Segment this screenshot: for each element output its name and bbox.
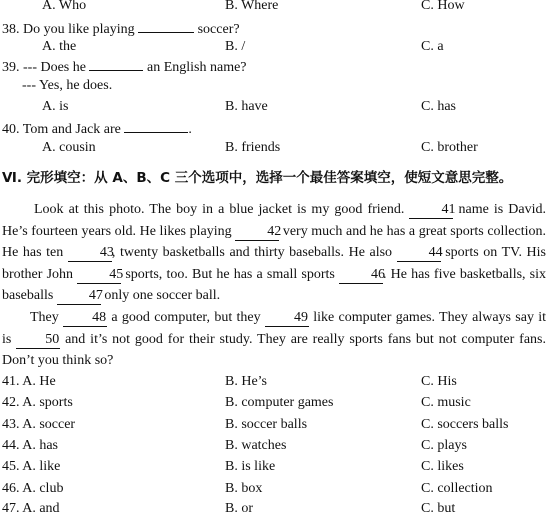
option-47-b[interactable]: B. or [225,501,253,516]
blank-48[interactable]: 48 [63,310,107,327]
options-47 [0,499,552,520]
q38-option-a[interactable]: A. the [42,39,77,54]
option-42-c[interactable]: C. music [421,395,471,410]
q39-stem-start: 39. --- Does he [2,60,86,75]
option-45-b[interactable]: B. is like [225,459,276,474]
blank-43[interactable]: 43 [68,245,112,262]
passage-text: Look at this photo. The boy in a blue jacket is my good friend. [34,202,405,217]
q39-option-c[interactable]: C. has [421,99,456,114]
q39-blank[interactable] [89,55,143,71]
option-45-c[interactable]: C. likes [421,459,464,474]
q37-option-a[interactable]: A. Who [42,0,87,13]
section-title: Ⅵ. 完形填空：从 A、B、C 三个选项中，选择一个最佳答案填空，使短文意思完整。 [2,170,513,186]
blank-45[interactable]: 45 [77,267,121,284]
q40-stem-start: 40. Tom and Jack are [2,122,121,137]
q38-option-b[interactable]: B. / [225,39,246,54]
q37-options [0,0,552,17]
passage-text: and it’s not good for their study. They are really sports fans but not computer fans. Don’t you think so? [2,331,546,368]
option-43-b[interactable]: B. soccer balls [225,417,308,432]
passage-text: like computer games. They always say it is [2,310,547,347]
q40-options [0,138,552,159]
option-41-c[interactable]: C. His [421,374,457,389]
q39-reply-line [0,76,552,97]
passage-text: very much and he has a great sports collection. He has ten [2,223,547,260]
q38-stem [0,17,552,38]
option-46-a[interactable]: 46. A. club [2,481,64,496]
option-46-b[interactable]: B. box [225,481,263,496]
q39-options [0,97,552,118]
q40-option-a[interactable]: A. cousin [42,140,96,155]
passage-text: a good computer, but they [111,310,261,325]
passage-text: . He has five basketballs, six baseballs [2,266,547,303]
option-42-a[interactable]: 42. A. sports [2,395,73,410]
q39-stem-end: an English name? [146,60,247,75]
passage-text: sports on TV. His brother John [2,245,547,282]
q40-stem-end: . [188,122,192,137]
passage-text: only one soccer ball. [104,288,221,303]
option-46-c[interactable]: C. collection [421,481,493,496]
q40-blank[interactable] [124,117,188,133]
q38-blank[interactable] [138,17,194,33]
option-47-c[interactable]: C. but [421,501,456,516]
blank-41[interactable]: 41 [409,202,453,219]
passage-text: , twenty basketballs and thirty baseballs. He also [111,245,393,260]
q37-option-b[interactable]: B. Where [225,0,279,13]
q39-stem [0,55,552,76]
q39-reply: --- Yes, he does. [22,78,113,93]
blank-49[interactable]: 49 [265,310,309,327]
blank-50[interactable]: 50 [16,332,60,349]
option-43-c[interactable]: C. soccers balls [421,417,509,432]
option-41-a[interactable]: 41. A. He [2,374,56,389]
q38-option-c[interactable]: C. a [421,39,444,54]
q37-option-c[interactable]: C. How [421,0,465,13]
passage-text: sports, too. But he has a small sports [125,266,335,282]
option-45-a[interactable]: 45. A. like [2,459,61,474]
option-44-c[interactable]: C. plays [421,438,467,453]
option-44-b[interactable]: B. watches [225,438,287,453]
option-42-b[interactable]: B. computer games [225,395,334,410]
q38-stem-end: soccer? [197,22,240,37]
blank-47[interactable]: 47 [57,288,101,305]
options-41 [0,372,552,393]
q40-option-b[interactable]: B. friends [225,140,281,155]
options-45 [0,457,552,478]
option-43-a[interactable]: 43. A. soccer [2,417,76,432]
q40-option-c[interactable]: C. brother [421,140,478,155]
options-42 [0,393,552,414]
options-43 [0,415,552,436]
options-46 [0,479,552,500]
passage-paragraph-2 [2,307,546,372]
q39-option-a[interactable]: A. is [42,99,69,114]
passage-paragraph-1 [2,199,546,307]
passage-text: They [30,310,59,325]
q40-stem [0,117,552,138]
q39-option-b[interactable]: B. have [225,99,268,114]
blank-46[interactable]: 46 [339,267,383,284]
options-44 [0,436,552,457]
option-47-a[interactable]: 47. A. and [2,501,60,516]
q38-stem-start: 38. Do you like playing [2,22,135,37]
option-44-a[interactable]: 44. A. has [2,438,58,453]
blank-42[interactable]: 42 [235,224,279,241]
blank-44[interactable]: 44 [397,245,441,262]
option-41-b[interactable]: B. He’s [225,374,267,389]
passage-text: name is David. He’s fourteen years old. He likes playing [2,202,546,239]
